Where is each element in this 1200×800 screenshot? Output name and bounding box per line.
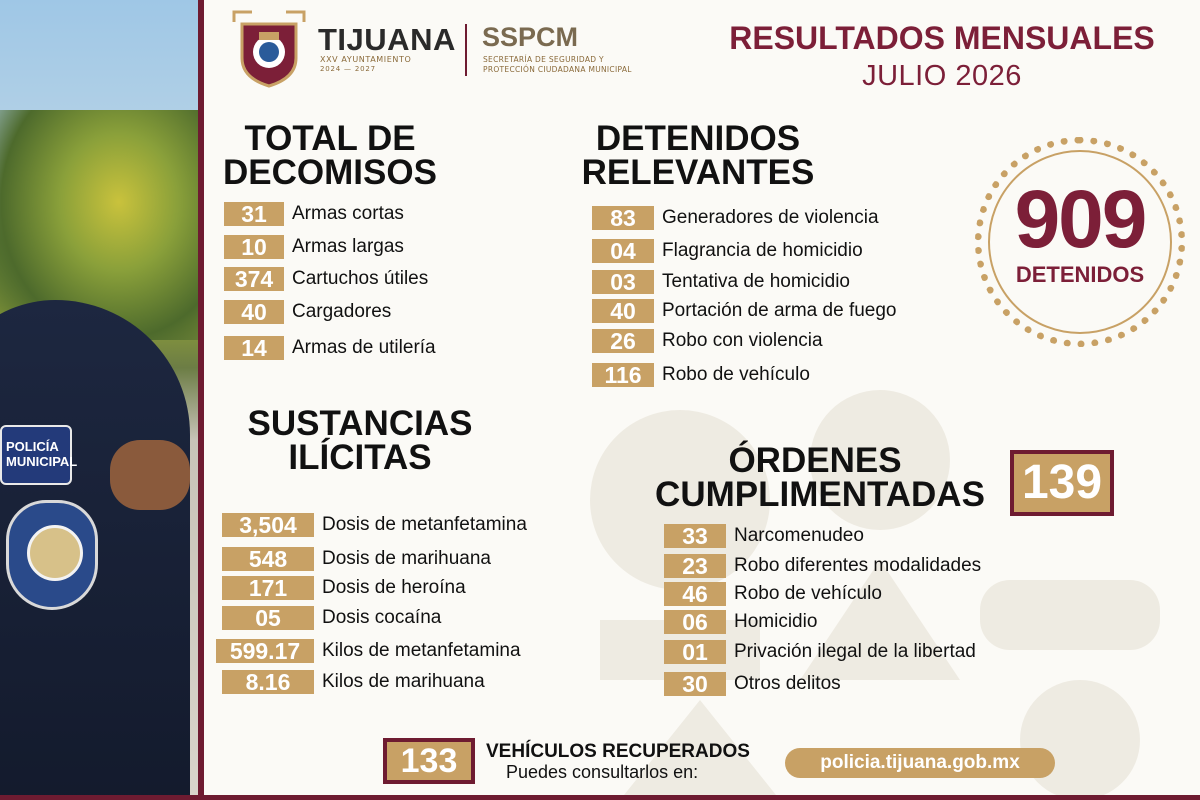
sustancia-label: Dosis cocaína — [322, 607, 442, 628]
patch-line2: MUNICIPAL — [6, 454, 78, 469]
sustancias-title: SUSTANCIAS ILÍCITAS — [247, 404, 473, 477]
detenido-row — [592, 204, 879, 232]
detenido-value: 03 — [592, 270, 654, 294]
officer-hand — [110, 440, 190, 510]
sustancia-row — [222, 574, 466, 602]
detenido-label: Portación de arma de fuego — [662, 300, 897, 321]
detenidos-total-label: DETENIDOS — [1015, 262, 1145, 287]
decomiso-row — [224, 265, 428, 293]
consult-text: Puedes consultarlos en: — [506, 762, 699, 782]
detenido-value: 83 — [592, 206, 654, 230]
orden-value: 06 — [664, 610, 726, 634]
orden-value: 30 — [664, 672, 726, 696]
orden-value: 01 — [664, 640, 726, 664]
detenido-row — [592, 268, 850, 296]
detenido-value: 26 — [592, 329, 654, 353]
decomiso-value: 14 — [224, 336, 284, 360]
detenido-value: 04 — [592, 239, 654, 263]
sustancia-value: 3,504 — [222, 513, 314, 537]
orden-row — [664, 522, 864, 550]
sustancia-label: Dosis de marihuana — [322, 548, 491, 569]
vehiculos-label: VEHÍCULOS RECUPERADOS — [486, 741, 750, 762]
detenidos-total: 909 — [1014, 174, 1146, 265]
decomiso-row — [224, 200, 404, 228]
sustancia-value: 8.16 — [222, 670, 314, 694]
orden-label: Otros delitos — [734, 673, 841, 694]
decomiso-label: Armas cortas — [292, 203, 404, 224]
tijuana-crest-icon — [228, 8, 310, 92]
decomiso-value: 10 — [224, 235, 284, 259]
orden-label: Robo de vehículo — [734, 583, 882, 604]
orden-row — [664, 580, 882, 608]
decomiso-label: Cartuchos útiles — [292, 268, 429, 289]
decomiso-label: Armas largas — [292, 236, 404, 257]
brand-ayuntamiento: XXV AYUNTAMIENTO — [320, 55, 412, 64]
decomiso-label: Cargadores — [292, 301, 392, 322]
detenido-label: Flagrancia de homicidio — [662, 240, 863, 261]
website-link[interactable]: policia.tijuana.gob.mx — [785, 748, 1055, 778]
detenido-label: Robo de vehículo — [662, 364, 810, 385]
brand-org: SSPCM — [482, 22, 579, 52]
shoulder-badge-icon — [6, 500, 98, 610]
sustancia-value: 548 — [222, 547, 314, 571]
brand-org-line2: PROTECCIÓN CIUDADANA MUNICIPAL — [483, 65, 632, 74]
decomiso-label: Armas de utilería — [292, 337, 436, 358]
decomiso-value: 31 — [224, 202, 284, 226]
sustancia-row — [222, 511, 527, 539]
officer-photo — [0, 0, 198, 800]
brand-city: TIJUANA — [318, 22, 456, 57]
detenido-row — [592, 297, 897, 325]
ordenes-total: 139 — [1010, 450, 1114, 516]
orden-label: Robo diferentes modalidades — [734, 555, 982, 576]
detenido-value: 116 — [592, 363, 654, 387]
page-title: RESULTADOS MENSUALES — [729, 20, 1155, 56]
page-month: JULIO 2026 — [862, 60, 1022, 92]
policia-patch — [0, 425, 78, 485]
brand-org-line1: SECRETARÍA DE SEGURIDAD Y — [483, 55, 604, 64]
decomiso-value: 374 — [224, 267, 284, 291]
detenido-label: Generadores de violencia — [662, 207, 879, 228]
detenido-row — [592, 361, 810, 389]
sustancia-row — [222, 604, 441, 632]
orden-label: Privación ilegal de la libertad — [734, 641, 976, 662]
detenido-value: 40 — [592, 299, 654, 323]
orden-label: Homicidio — [734, 611, 818, 632]
orden-value: 46 — [664, 582, 726, 606]
sustancia-value: 171 — [222, 576, 314, 600]
detenido-label: Robo con violencia — [662, 330, 823, 351]
orden-row — [664, 638, 976, 666]
detenido-row — [592, 237, 863, 265]
brand-divider — [465, 24, 467, 76]
sustancia-value: 599.17 — [216, 639, 314, 663]
vehiculos-total: 133 — [383, 738, 475, 784]
decomiso-row — [224, 334, 436, 362]
sustancia-row — [222, 668, 485, 696]
sustancia-label: Dosis de heroína — [322, 577, 466, 598]
sustancia-label: Kilos de marihuana — [322, 671, 485, 692]
sustancia-value: 05 — [222, 606, 314, 630]
orden-value: 33 — [664, 524, 726, 548]
orden-row — [664, 670, 841, 698]
patch-line1: POLICÍA — [6, 439, 59, 454]
decomiso-row — [224, 298, 391, 326]
orden-row — [664, 608, 817, 636]
sustancia-row — [222, 545, 491, 573]
orden-value: 23 — [664, 554, 726, 578]
detenidos-title: DETENIDOS RELEVANTES — [581, 119, 815, 192]
decomisos-title: TOTAL DE DECOMISOS — [223, 119, 437, 192]
bottom-frame-bar — [0, 795, 1200, 800]
sustancia-row — [216, 637, 521, 665]
decomiso-row — [224, 233, 404, 261]
frame-divider — [198, 0, 204, 800]
decomiso-value: 40 — [224, 300, 284, 324]
sustancia-label: Kilos de metanfetamina — [322, 640, 521, 661]
detenido-label: Tentativa de homicidio — [662, 271, 850, 292]
brand-period: 2024 — 2027 — [320, 65, 376, 73]
orden-label: Narcomenudeo — [734, 525, 864, 546]
sustancia-label: Dosis de metanfetamina — [322, 514, 527, 535]
orden-row — [664, 552, 981, 580]
ordenes-title: ÓRDENES CUMPLIMENTADAS — [655, 441, 985, 514]
detenido-row — [592, 327, 823, 355]
